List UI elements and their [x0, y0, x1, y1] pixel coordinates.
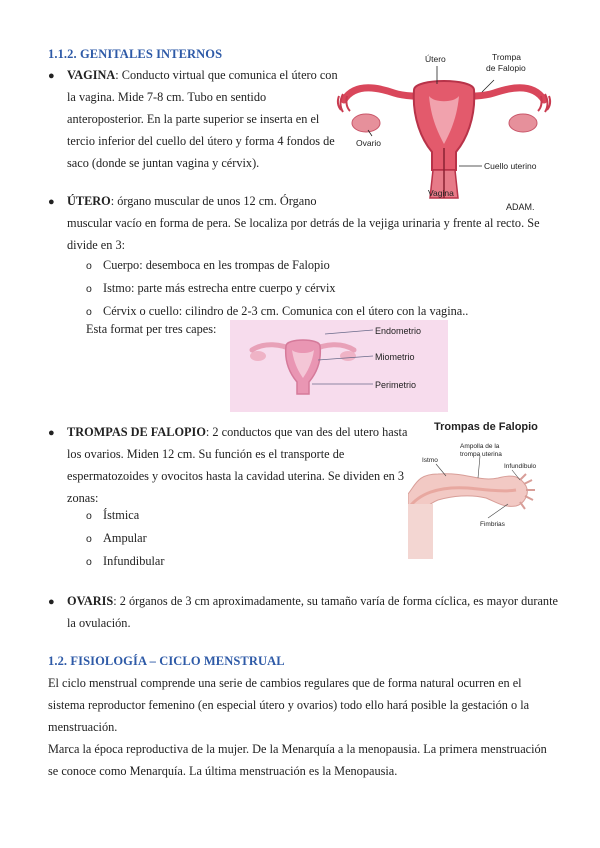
- label-endometrio: Endometrio: [375, 326, 422, 336]
- utero-paragraph: [67, 190, 567, 256]
- ovaris-paragraph: [67, 590, 587, 634]
- uterus-layers-figure: [230, 320, 448, 412]
- ovaris-term: OVARIS: [67, 594, 114, 608]
- label-cuello-uterino: Cuello uterino: [484, 161, 537, 171]
- label-utero: Útero: [425, 54, 446, 64]
- utero-line-3: divide en 3:: [67, 238, 126, 252]
- bullet-trompas: ●: [48, 427, 55, 439]
- trompas-term: TROMPAS DE FALOPIO: [67, 425, 206, 439]
- utero-sublist: [86, 254, 468, 323]
- label-ovario: Ovario: [356, 138, 382, 148]
- vagina-line-5: saco (donde se juntan vagina y cérvix).: [67, 156, 260, 170]
- label-infundibulo: Infundíbulo: [504, 463, 537, 470]
- list-item: o Ampular: [86, 531, 147, 545]
- fisiologia-line: sistema reproductor femenino (en especial útero y ovarios) todo ello hará posible la gestación o la: [48, 698, 530, 712]
- fisiologia-line: El ciclo menstrual comprende una serie de cambios regulares que de forma natural ocurren en el: [48, 676, 522, 690]
- fallopian-tube-figure: [408, 414, 548, 559]
- ovaris-line-2: la ovulación.: [67, 616, 131, 630]
- label-fimbrias: Fimbrias: [480, 521, 505, 528]
- fisiologia-line: menstruación.: [48, 720, 118, 734]
- bullet-utero: ●: [48, 196, 55, 208]
- label-de-falopio: de Falopio: [486, 63, 526, 73]
- label-trompa: Trompa: [492, 52, 521, 62]
- utero-capes-line: Esta format per tres capes:: [86, 322, 217, 336]
- list-item: o Istmo: parte más estrecha entre cuerpo y cérvix: [86, 281, 336, 295]
- trompas-paragraph: [67, 421, 412, 509]
- vagina-term: VAGINA: [67, 68, 116, 82]
- bullet-ovaris: ●: [48, 596, 55, 608]
- vagina-line-1: : Conducto virtual que comunica el útero con: [115, 68, 338, 82]
- utero-term: ÚTERO: [67, 194, 111, 208]
- label-perimetrio: Perimetrio: [375, 380, 417, 390]
- uterus-anatomy-figure: [334, 48, 559, 213]
- list-item: o Cuerpo: desemboca en les trompas de Falopio: [86, 258, 330, 272]
- list-item: o Ístmica: [86, 508, 140, 522]
- label-ampolla-1: Ampolla de la: [460, 443, 500, 450]
- vagina-line-2: la vagina. Mide 7-8 cm. Tubo en sentido: [67, 90, 267, 104]
- list-item: o Cérvix o cuello: cilindro de 2-3 cm. Comunica con el útero con la vagina..: [86, 304, 469, 318]
- label-miometrio: Miometrio: [375, 352, 415, 362]
- trompas-sublist: [86, 504, 164, 573]
- fisiologia-paragraph: [48, 672, 568, 782]
- trompas-line-1: : 2 conductos que van des del utero hasta: [205, 425, 408, 439]
- list-item: o Infundibular: [86, 554, 165, 568]
- ovaris-line-1: : 2 órganos de 3 cm aproximadamente, su tamaño varía de forma cíclica, es mayor durante: [113, 594, 558, 608]
- label-istmo: Istmo: [422, 457, 438, 464]
- section-heading-genitales: 1.1.2. GENITALES INTERNOS: [48, 47, 223, 61]
- vagina-paragraph: [67, 64, 347, 174]
- section-heading-fisiologia: 1.2. FISIOLOGÍA – CICLO MENSTRUAL: [48, 654, 285, 668]
- bullet-vagina: ●: [48, 70, 55, 82]
- fisiologia-line: se conoce como Menarquía. La última menstruación es la Menopausia.: [48, 764, 398, 778]
- adam-credit: ADAM.: [506, 202, 535, 212]
- vagina-line-3: anteroposterior. En la parte superior se inserta en el: [67, 112, 320, 126]
- trompas-line-2: los ovarios. Miden 12 cm. Su función es el transporte de: [67, 447, 345, 461]
- utero-line-2: muscular vacío en forma de pera. Se localiza por detrás de la vejiga urinaria y frente al recto. Se: [67, 216, 540, 230]
- label-ampolla-2: trompa uterina: [460, 451, 502, 458]
- label-vagina: Vagina: [428, 188, 454, 198]
- trompas-line-3: espermatozoides y ovocitos hasta la cavidad uterina. Se dividen en 3: [67, 469, 405, 483]
- fisiologia-line: Marca la época reproductiva de la mujer. De la Menarquía a la menopausia. La primera menstruación: [48, 742, 547, 756]
- utero-line-1: : órgano muscular de unos 12 cm. Órgano: [110, 194, 317, 208]
- tube-figure-title: Trompas de Falopio: [434, 421, 538, 433]
- trompas-line-4: zonas:: [67, 491, 99, 505]
- vagina-line-4: tercio inferior del cuello del útero y forma 4 fondos de: [67, 134, 335, 148]
